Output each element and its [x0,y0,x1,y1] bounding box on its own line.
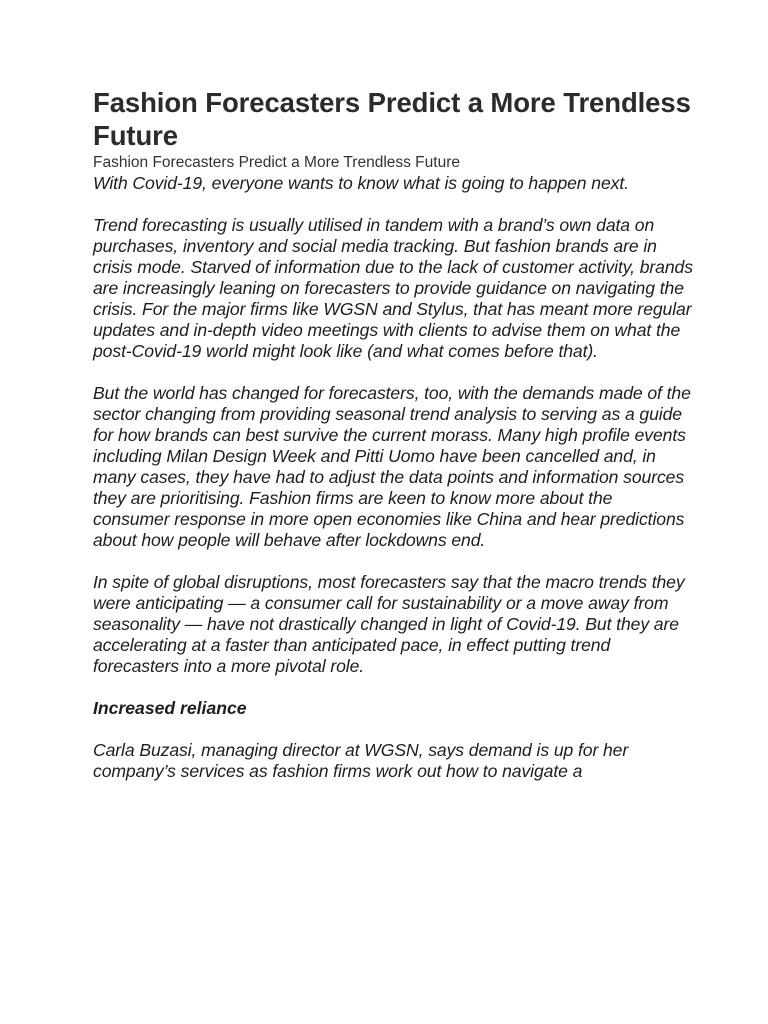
paragraph-global-disruptions: In spite of global disruptions, most forecasters say that the macro trends they were anticipating — a consumer call for sustainability or a move away from seasonality — have not drastically changed in light of Covid-19. But they are accelerating at a faster than anticipated pace, in effect putting trend forecasters into a more pivotal role. [93,572,685,676]
paragraph-world-changed: But the world has changed for forecasters, too, with the demands made of the sector changing from providing seasonal trend analysis to serving as a guide for how brands can best survive the current morass. Many high profile events including Milan Design Week and Pitti Uomo have been cancelled and, in many cases, they have had to adjust the data points and information sources they are prioritising. Fashion firms are keen to know more about the consumer response in more open economies like China and hear predictions about how people will behave after lockdowns end. [93,383,691,550]
paragraph-intro: With Covid-19, everyone wants to know what is going to happen next. [93,173,629,193]
paragraph-trend-forecasting: Trend forecasting is usually utilised in tandem with a brand’s own data on purchases, inventory and social media tracking. But fashion brands are in crisis mode. Starved of information due to the lack of customer activity, brands are increasingly leaning on forecasters to provide guidance on navigating the crisis. For the major firms like WGSN and Stylus, that has meant more regular updates and in-depth video meetings with clients to advise them on what the post-Covid-19 world might look like (and what comes before that). [93,215,693,361]
section-heading: Increased reliance [93,698,247,718]
document-page [93,86,693,803]
article-subtitle: Fashion Forecasters Predict a More Trendless Future [93,154,460,171]
paragraph-carla-buzasi: Carla Buzasi, managing director at WGSN, says demand is up for her company’s services as fashion firms work out how to navigate a [93,740,629,781]
article-title: Fashion Forecasters Predict a More Trendless Future [93,87,691,151]
